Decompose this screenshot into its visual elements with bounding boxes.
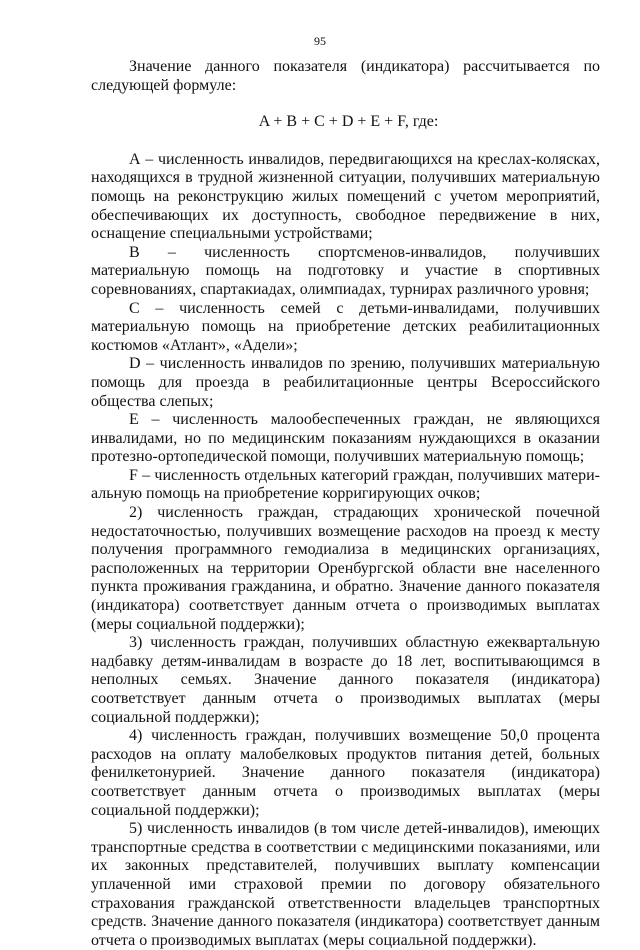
paragraph-a: А – численность инвалидов, передвигающихся на креслах-колясках, находящихся в трудной жизненной ситуации, получивших материальную помощь на реконструкцию жилых помещений с учетом мероприятий, обеспечивающих их доступность, свободное передвижение в них, оснащение специальными устройствами; bbox=[91, 150, 600, 243]
paragraph-c: С – численность семей с детьми-инвалидами, получивших материальную помощь на приобретение детских реабилитационных костюмов «Атлант», «Адели»; bbox=[91, 299, 600, 354]
document-body bbox=[91, 58, 600, 950]
paragraph-d: D – численность инвалидов по зрению, получивших материальную помощь для проезда в реабилитационные центры Всероссийского общества слепых; bbox=[91, 355, 600, 410]
paragraph-item-2: 2) численность граждан, страдающих хронической почечной недостаточностью, получивших возмещение расходов на проезд к месту получения программного гемодиализа в медицинских организациях, расположенных на территории Оренбургской области вне населенного пункта проживания гражданина, и обратно. Значение данного показателя (индикатора) соответствует данным отчета о производимых выплатах (меры социальной поддержки); bbox=[91, 504, 600, 633]
formula-intro: Значение данного показателя (индикатора) рассчитывается по следующей формуле: bbox=[91, 58, 600, 94]
paragraph-e: Е – численность малообеспеченных граждан, не являющихся инвалидами, но по медицинским показаниям нуждающихся в оказании протезно-ортопедической помощи, получивших материальную помощь; bbox=[91, 411, 600, 466]
formula: A + B + C + D + E + F, где: bbox=[258, 113, 439, 131]
paragraph-item-4: 4) численность граждан, получивших возмещение 50,0 процента расходов на оплату малобелковых продуктов питания детей, больных фенилкетонурией. Значение данного показателя (индикатора) соответствует данным отчета о производимых выплатах (меры социальной поддержки); bbox=[91, 727, 600, 819]
paragraph-b: В – численность спортсменов-инвалидов, получивших материальную помощь на подготовку и участие в спортивных соревнованиях, спартакиадах, олимпиадах, турнирах различного уровня; bbox=[91, 243, 600, 298]
paragraph-item-5: 5) численность инвалидов (в том числе детей-инвалидов), имеющих транспортные средства в соответствии с медицинскими показаниями, или их законных представителей, получивших выплату компенсации уплаченной ими страховой премии по договору обязательного страхования гражданской ответственности владельцев транспортных средств. Значение данного показателя (индикатора) соответствует данным отчета о производимых выплатах (меры социальной поддержки). bbox=[91, 820, 600, 949]
paragraph-item-3: 3) численность граждан, получивших областную ежеквартальную надбавку детям-инвалидам в возрасте до 18 лет, воспитывающимся в неполных семьях. Значение данного показателя (индикатора) соответствует данным отчета о производимых выплатах (меры социальной поддержки); bbox=[91, 634, 600, 726]
page-number: 95 bbox=[314, 34, 326, 48]
paragraph-f: F – численность отдельных категорий граждан, получивших материальную помощь на приобретение корригирующих очков; bbox=[91, 466, 600, 503]
